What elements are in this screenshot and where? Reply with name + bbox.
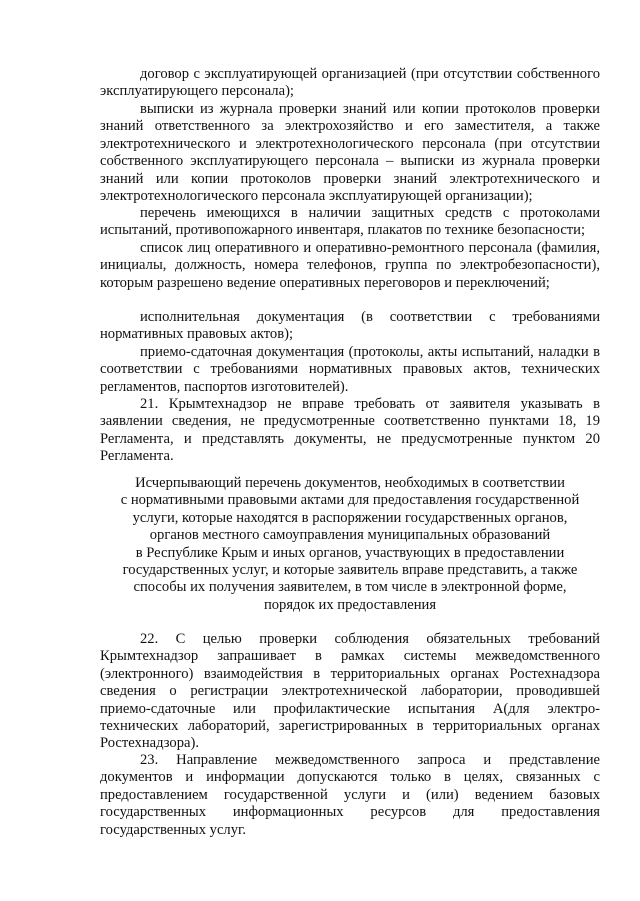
heading-line: Исчерпывающий перечень документов, необходимых в соответствии [135, 475, 565, 491]
paragraph-protective-means: перечень имеющихся в наличии защитных средств с протоколами испытаний, противопожарного инвентаря, плакатов по технике безопасности; [100, 205, 600, 239]
heading-line: в Республике Крым и иных органов, участвующих в предоставлении [135, 544, 565, 561]
heading-line: государственных услуг, и которые заявитель вправе представить, а также [122, 562, 578, 579]
paragraph-22: 22. С целью проверки соблюдения обязательных требований Крымтехнадзор запрашивает в рамках системы межведомственного (электронного) взаимодействия в территориальных органах Ростехнадзора сведения о регистрации электротехнической лаборатории, проводившей приемо-сдаточные или профилактические испытания А(для электро-технических лабораторий, зарегистрированных в территориальных органах Ростехнадзора). [100, 631, 600, 752]
section-heading [88, 475, 612, 614]
paragraph-acceptance-docs: приемо-сдаточная документация (протоколы, акты испытаний, наладки в соответствии с требованиями нормативных правовых актов, технических регламентов, паспортов изготовителей). [100, 344, 600, 395]
paragraph-21: 21. Крымтехнадзор не вправе требовать от заявителя указывать в заявлении сведения, не предусмотренные соответственно пунктами 18, 19 Регламента, и представлять документы, не предусмотренные пунктом 20 Регламента. [100, 396, 600, 465]
paragraph-executive-docs: исполнительная документация (в соответствии с требованиями нормативных правовых актов); [100, 309, 600, 343]
heading-line: способы их получения заявителем, в том числе в электронной форме, [133, 579, 567, 596]
paragraph-23: 23. Направление межведомственного запроса и представление документов и информации допускаются только в целях, связанных с предоставлением государственной услуги и (или) ведением базовых государственных информационных ресурсов для предоставления государственных услуг. [100, 752, 600, 838]
heading-line: с нормативными правовыми актами для предоставления государственной [120, 492, 580, 509]
paragraph-personnel-list: список лиц оперативного и оперативно-ремонтного персонала (фамилия, инициалы, должность, номера телефонов, группа по электробезопасности), которым разрешено ведение оперативных переговоров и переключений; [100, 240, 600, 291]
heading-line: услуги, которые находятся в распоряжении государственных органов, [132, 509, 568, 526]
heading-line: органов местного самоуправления муниципальных образований [149, 527, 551, 544]
paragraph-knowledge-check: выписки из журнала проверки знаний или копии протоколов проверки знаний ответственного за электрохозяйство и его заместителя, а также электротехнического и электротехнологического персонала (при отсутствии собственного эксплуатирующего персонала – выписки из журнала проверки знаний или копии протоколов проверки знаний электротехнического и электротехнологического персонала эксплуатирующей организации); [100, 101, 600, 205]
heading-line: порядок их предоставления [263, 596, 437, 613]
paragraph-contract: договор с эксплуатирующей организацией (при отсутствии собственного эксплуатирующего персонала); [100, 66, 600, 100]
